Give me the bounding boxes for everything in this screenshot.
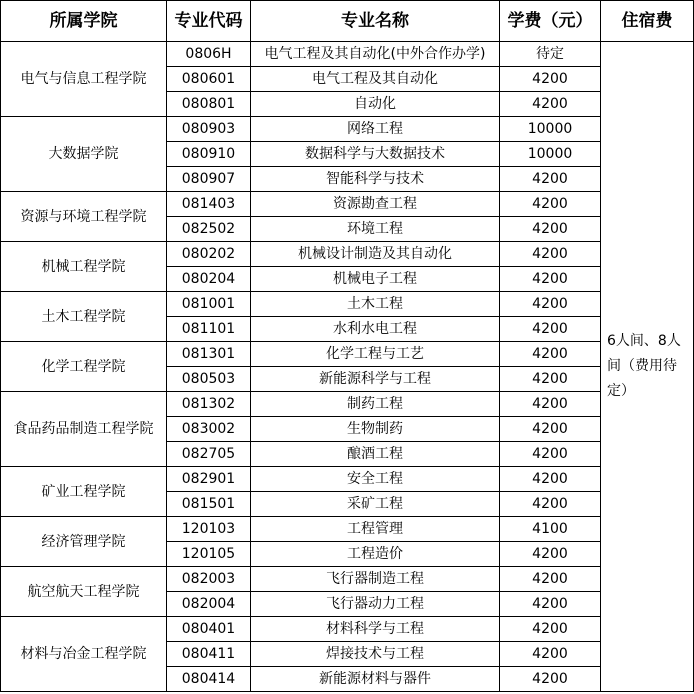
college-cell: 资源与环境工程学院 xyxy=(1,192,167,242)
major-name: 飞行器制造工程 xyxy=(251,567,500,592)
tuition-fee: 4200 xyxy=(500,267,601,292)
header-row xyxy=(1,1,694,42)
major-name: 自动化 xyxy=(251,92,500,117)
major-name: 制药工程 xyxy=(251,392,500,417)
major-name: 安全工程 xyxy=(251,467,500,492)
header-name: 专业名称 xyxy=(251,1,500,42)
college-cell: 机械工程学院 xyxy=(1,242,167,292)
major-code: 081101 xyxy=(167,317,251,342)
major-code: 120105 xyxy=(167,542,251,567)
table-row xyxy=(1,342,694,367)
major-code: 080801 xyxy=(167,92,251,117)
tuition-fee: 4200 xyxy=(500,167,601,192)
major-code: 080903 xyxy=(167,117,251,142)
major-code: 081302 xyxy=(167,392,251,417)
tuition-fee: 4200 xyxy=(500,392,601,417)
major-name: 数据科学与大数据技术 xyxy=(251,142,500,167)
college-cell: 电气与信息工程学院 xyxy=(1,42,167,117)
major-name: 材料科学与工程 xyxy=(251,617,500,642)
tuition-fee: 4200 xyxy=(500,67,601,92)
tuition-fee: 10000 xyxy=(500,117,601,142)
major-code: 080204 xyxy=(167,267,251,292)
table-row xyxy=(1,392,694,417)
table-row xyxy=(1,567,694,592)
tuition-fee: 待定 xyxy=(500,42,601,67)
major-code: 081301 xyxy=(167,342,251,367)
major-code: 081501 xyxy=(167,492,251,517)
college-cell: 食品药品制造工程学院 xyxy=(1,392,167,467)
major-code: 080401 xyxy=(167,617,251,642)
tuition-fee: 4200 xyxy=(500,292,601,317)
major-name: 工程管理 xyxy=(251,517,500,542)
table-row xyxy=(1,192,694,217)
header-dorm: 住宿费 xyxy=(601,1,694,42)
dorm-fee-cell: 6人间、8人间（费用待定） xyxy=(601,42,694,692)
college-cell: 大数据学院 xyxy=(1,117,167,192)
tuition-fee: 4100 xyxy=(500,517,601,542)
major-code: 0806H xyxy=(167,42,251,67)
major-name: 资源勘查工程 xyxy=(251,192,500,217)
major-name: 机械电子工程 xyxy=(251,267,500,292)
major-code: 081403 xyxy=(167,192,251,217)
tuition-fee: 4200 xyxy=(500,367,601,392)
tuition-fee: 4200 xyxy=(500,617,601,642)
major-code: 080411 xyxy=(167,642,251,667)
major-name: 电气工程及其自动化(中外合作办学) xyxy=(251,42,500,67)
major-name: 机械设计制造及其自动化 xyxy=(251,242,500,267)
major-name: 酿酒工程 xyxy=(251,442,500,467)
table-row xyxy=(1,467,694,492)
major-code: 082003 xyxy=(167,567,251,592)
major-name: 智能科学与技术 xyxy=(251,167,500,192)
table-row xyxy=(1,117,694,142)
major-name: 工程造价 xyxy=(251,542,500,567)
tuition-fee: 4200 xyxy=(500,317,601,342)
table-body xyxy=(1,42,694,692)
table-row xyxy=(1,42,694,67)
major-name: 水利水电工程 xyxy=(251,317,500,342)
major-name: 新能源科学与工程 xyxy=(251,367,500,392)
major-name: 环境工程 xyxy=(251,217,500,242)
college-cell: 经济管理学院 xyxy=(1,517,167,567)
table-row xyxy=(1,617,694,642)
major-code: 081001 xyxy=(167,292,251,317)
tuition-fee: 4200 xyxy=(500,542,601,567)
major-code: 080503 xyxy=(167,367,251,392)
tuition-fee: 4200 xyxy=(500,667,601,692)
major-name: 土木工程 xyxy=(251,292,500,317)
major-name: 焊接技术与工程 xyxy=(251,642,500,667)
tuition-fee: 10000 xyxy=(500,142,601,167)
tuition-fee: 4200 xyxy=(500,567,601,592)
college-cell: 矿业工程学院 xyxy=(1,467,167,517)
major-code: 082502 xyxy=(167,217,251,242)
tuition-fee: 4200 xyxy=(500,417,601,442)
college-cell: 材料与冶金工程学院 xyxy=(1,617,167,692)
college-cell: 土木工程学院 xyxy=(1,292,167,342)
tuition-fee: 4200 xyxy=(500,442,601,467)
header-fee: 学费（元） xyxy=(500,1,601,42)
college-cell: 航空航天工程学院 xyxy=(1,567,167,617)
header-college: 所属学院 xyxy=(1,1,167,42)
major-code: 080910 xyxy=(167,142,251,167)
major-code: 083002 xyxy=(167,417,251,442)
tuition-fee: 4200 xyxy=(500,342,601,367)
major-code: 082705 xyxy=(167,442,251,467)
major-name: 生物制药 xyxy=(251,417,500,442)
tuition-fee: 4200 xyxy=(500,467,601,492)
table-row xyxy=(1,517,694,542)
tuition-fee: 4200 xyxy=(500,492,601,517)
tuition-fee: 4200 xyxy=(500,242,601,267)
table-row xyxy=(1,292,694,317)
major-name: 化学工程与工艺 xyxy=(251,342,500,367)
major-code: 082901 xyxy=(167,467,251,492)
header-code: 专业代码 xyxy=(167,1,251,42)
tuition-fee: 4200 xyxy=(500,642,601,667)
major-name: 电气工程及其自动化 xyxy=(251,67,500,92)
tuition-fee: 4200 xyxy=(500,92,601,117)
major-name: 飞行器动力工程 xyxy=(251,592,500,617)
college-cell: 化学工程学院 xyxy=(1,342,167,392)
tuition-fee: 4200 xyxy=(500,217,601,242)
major-name: 新能源材料与器件 xyxy=(251,667,500,692)
major-code: 080414 xyxy=(167,667,251,692)
tuition-fee: 4200 xyxy=(500,192,601,217)
major-name: 采矿工程 xyxy=(251,492,500,517)
major-name: 网络工程 xyxy=(251,117,500,142)
major-code: 080601 xyxy=(167,67,251,92)
major-code: 080907 xyxy=(167,167,251,192)
table-row xyxy=(1,242,694,267)
major-code: 082004 xyxy=(167,592,251,617)
major-code: 120103 xyxy=(167,517,251,542)
tuition-fee: 4200 xyxy=(500,592,601,617)
major-code: 080202 xyxy=(167,242,251,267)
